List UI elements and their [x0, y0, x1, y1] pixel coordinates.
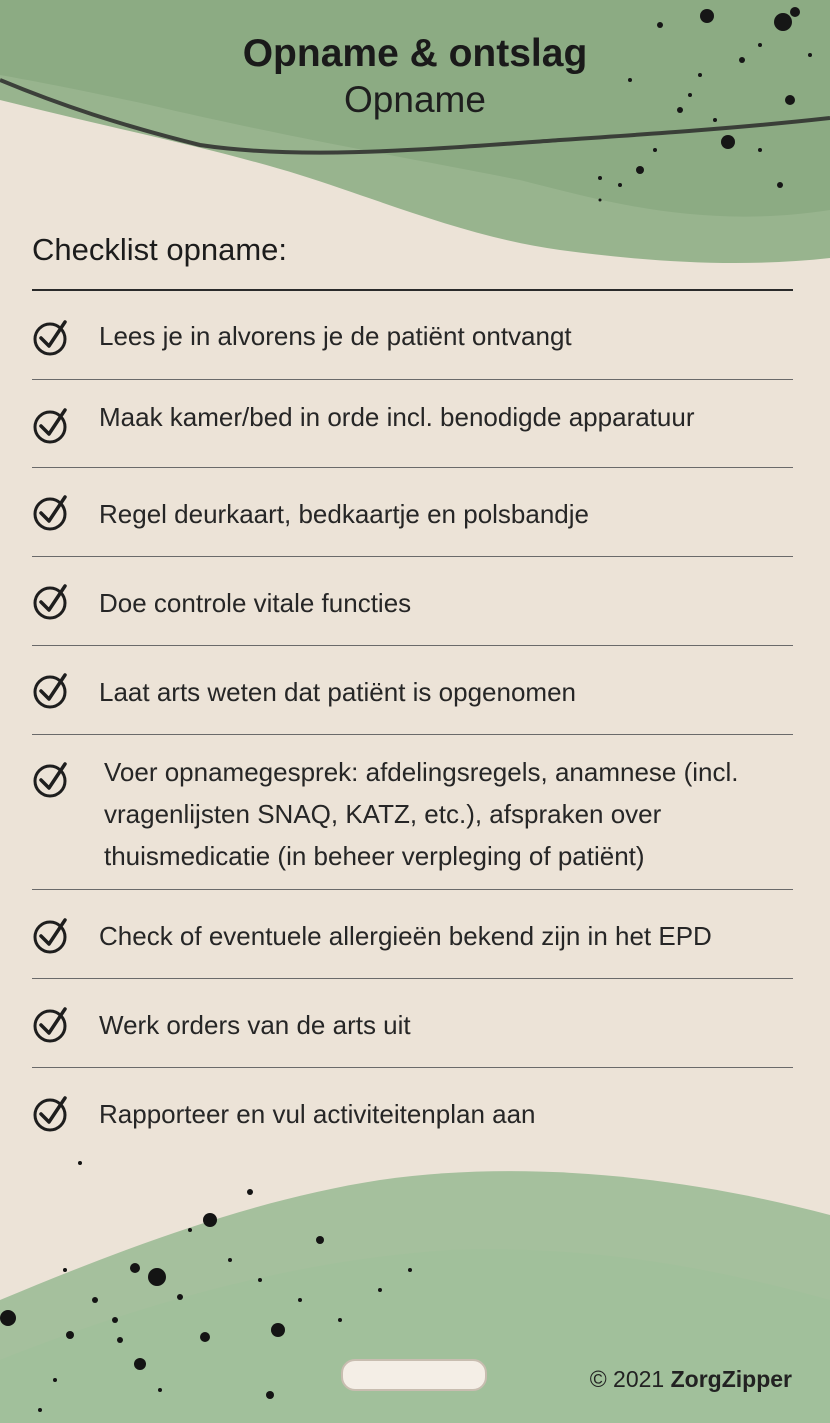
check-circle-icon: [32, 318, 70, 356]
checklist-item-label: Werk orders van de arts uit: [99, 1010, 411, 1040]
check-circle-icon: [32, 1094, 70, 1132]
checklist-item: [32, 890, 793, 979]
checklist-item: [32, 291, 793, 380]
check-circle-icon: [32, 916, 70, 954]
checklist-item-label: Rapporteer en vul activiteitenplan aan: [99, 1099, 536, 1129]
checklist-item: [32, 380, 793, 468]
checklist-item-label: Regel deurkaart, bedkaartje en polsbandje: [99, 499, 590, 529]
checklist-item: [32, 1068, 793, 1157]
page-subtitle: Opname: [344, 79, 486, 120]
check-circle-icon: [32, 760, 70, 798]
check-circle-icon: [32, 582, 70, 620]
check-circle-icon: [32, 493, 70, 531]
checklist-item: [32, 735, 793, 890]
checklist-item-label: Laat arts weten dat patiënt is opgenomen: [99, 677, 576, 707]
checklist-item: [32, 468, 793, 557]
checklist-item: [32, 646, 793, 735]
checklist-item-label: Maak kamer/bed in orde incl. benodigde apparatuur: [99, 402, 695, 432]
checklist-item-label: Lees je in alvorens je de patiënt ontvangt: [99, 321, 572, 351]
copyright-prefix: © 2021: [589, 1366, 665, 1392]
checklist: [32, 291, 793, 1157]
copyright: [590, 1366, 792, 1393]
check-circle-icon: [32, 406, 70, 444]
check-circle-icon: [32, 1005, 70, 1043]
checklist-item-label: Doe controle vitale functies: [99, 588, 412, 618]
checklist-title: Checklist opname:: [32, 232, 288, 267]
page-title: Opname & ontslag: [242, 32, 588, 75]
header: [0, 30, 830, 122]
check-circle-icon: [32, 671, 70, 709]
home-indicator-button[interactable]: [341, 1359, 487, 1391]
checklist-item-label: Voer opnamegesprek: afdelingsregels, anamnese (incl. vragenlijsten SNAQ, KATZ, etc.), afspraken over thuismedicatie (in beheer verpleging of patiënt): [104, 757, 739, 871]
checklist-item: [32, 557, 793, 646]
checklist-item-label: Check of eventuele allergieën bekend zijn in het EPD: [99, 921, 712, 951]
checklist-item: [32, 979, 793, 1068]
brand-name: ZorgZipper: [670, 1366, 792, 1392]
